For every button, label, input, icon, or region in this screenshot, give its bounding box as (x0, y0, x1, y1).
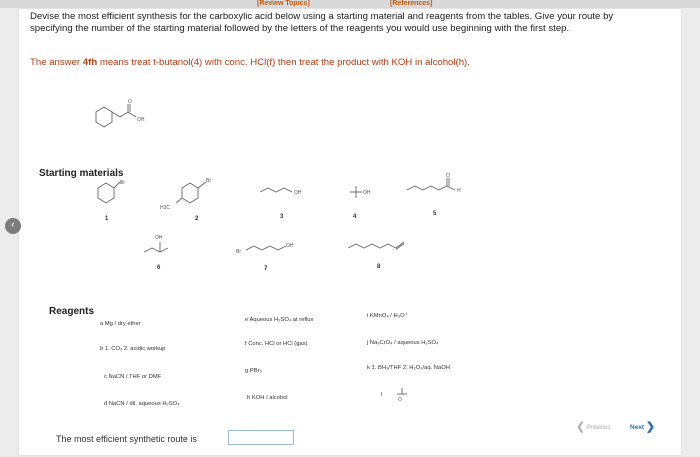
reagents-heading: Reagents (49, 306, 95, 317)
sm-number-2: 2 (195, 216, 199, 222)
review-topics-link[interactable]: [Review Topics] (257, 0, 310, 7)
sm4-oh-label: OH (363, 190, 371, 196)
next-button[interactable]: Next ❯ (630, 421, 656, 433)
sm5-h-label: H (457, 188, 461, 194)
reagent-g: g PBr₃ (245, 368, 262, 374)
sm2-br-label: Br (206, 178, 211, 184)
left-arrow-icon[interactable]: ‹ (5, 218, 21, 234)
top-bar (0, 0, 700, 8)
starting-material-3 (258, 184, 318, 204)
previous-button[interactable]: ❮ Previous (576, 421, 611, 433)
sm6-oh-label: OH (155, 235, 163, 241)
starting-materials-heading: Starting materials (39, 168, 124, 179)
reagent-l: l (381, 392, 383, 398)
sm1-br-label: Br (120, 180, 125, 186)
starting-material-8 (346, 238, 416, 258)
sm-number-7: 7 (264, 266, 268, 272)
starting-material-7 (236, 238, 306, 262)
chevron-left-icon: ❮ (576, 421, 586, 433)
reagent-c: c NaCN / THF or DMF (104, 374, 162, 380)
starting-material-1 (92, 176, 132, 216)
starting-material-5 (405, 174, 475, 204)
sm-number-1: 1 (105, 216, 109, 222)
target-molecule (86, 100, 156, 140)
reagent-b: b 1. CO₂ 2. acidic workup (100, 346, 166, 352)
sm-number-3: 3 (280, 214, 284, 220)
chevron-right-icon: ❯ (645, 421, 656, 433)
reagent-f: f Conc. HCl or HCl (gas) (245, 341, 308, 347)
target-oh-label: OH (137, 117, 145, 123)
starting-material-2 (160, 176, 220, 216)
answer-example-code: 4fh (82, 57, 98, 68)
route-input[interactable] (228, 430, 294, 445)
sm-number-6: 6 (157, 265, 161, 271)
answer-example: The answer 4fh means treat t-butanol(4) with conc. HCl(f) then treat the product with KOH in alcohol(h). (30, 57, 470, 68)
reagent-k: k 1. BH₃/THF 2. H₂O₂/aq. NaOH (367, 365, 450, 371)
sm-number-4: 4 (353, 214, 357, 220)
sm7-oh-label: OH (286, 243, 294, 249)
sm-number-8: 8 (377, 264, 381, 270)
sm-number-5: 5 (433, 211, 437, 217)
reagent-d: d NaCN / dil. aqueous H₂SO₄ (104, 401, 180, 407)
question-text: Devise the most efficient synthesis for the carboxylic acid below using a starting material and reagents from the tables. Give your route by specifying the number of the starting material followed by the letters of the reagents you would use beginning with the first step. (30, 11, 614, 34)
sm7-br-label: Br (236, 249, 241, 255)
reagent-h: h KOH / alcohol (247, 395, 288, 401)
sm5-o-label: O (446, 173, 450, 179)
reagent-l-structure (393, 384, 413, 404)
reagent-i: i KMnO₄ / H₃O⁺ (367, 313, 408, 319)
sm3-oh-label: OH (294, 190, 302, 196)
reagent-j: j Na₂CrO₄ / aqueous H₂SO₄ (367, 340, 439, 346)
references-link[interactable]: [References] (390, 0, 433, 7)
route-label: The most efficient synthetic route is (56, 434, 197, 444)
reagent-l-o-label: O (398, 397, 402, 403)
reagent-e: e Aqueous H₂SO₄ at reflux (245, 317, 314, 323)
target-o-label: O (128, 99, 132, 105)
reagent-a: a Mg / dry ether (100, 321, 141, 327)
starting-material-6 (140, 230, 180, 260)
question-card (18, 8, 682, 456)
starting-material-4 (340, 180, 380, 210)
sm2-h3c-label: H3C (160, 205, 171, 211)
